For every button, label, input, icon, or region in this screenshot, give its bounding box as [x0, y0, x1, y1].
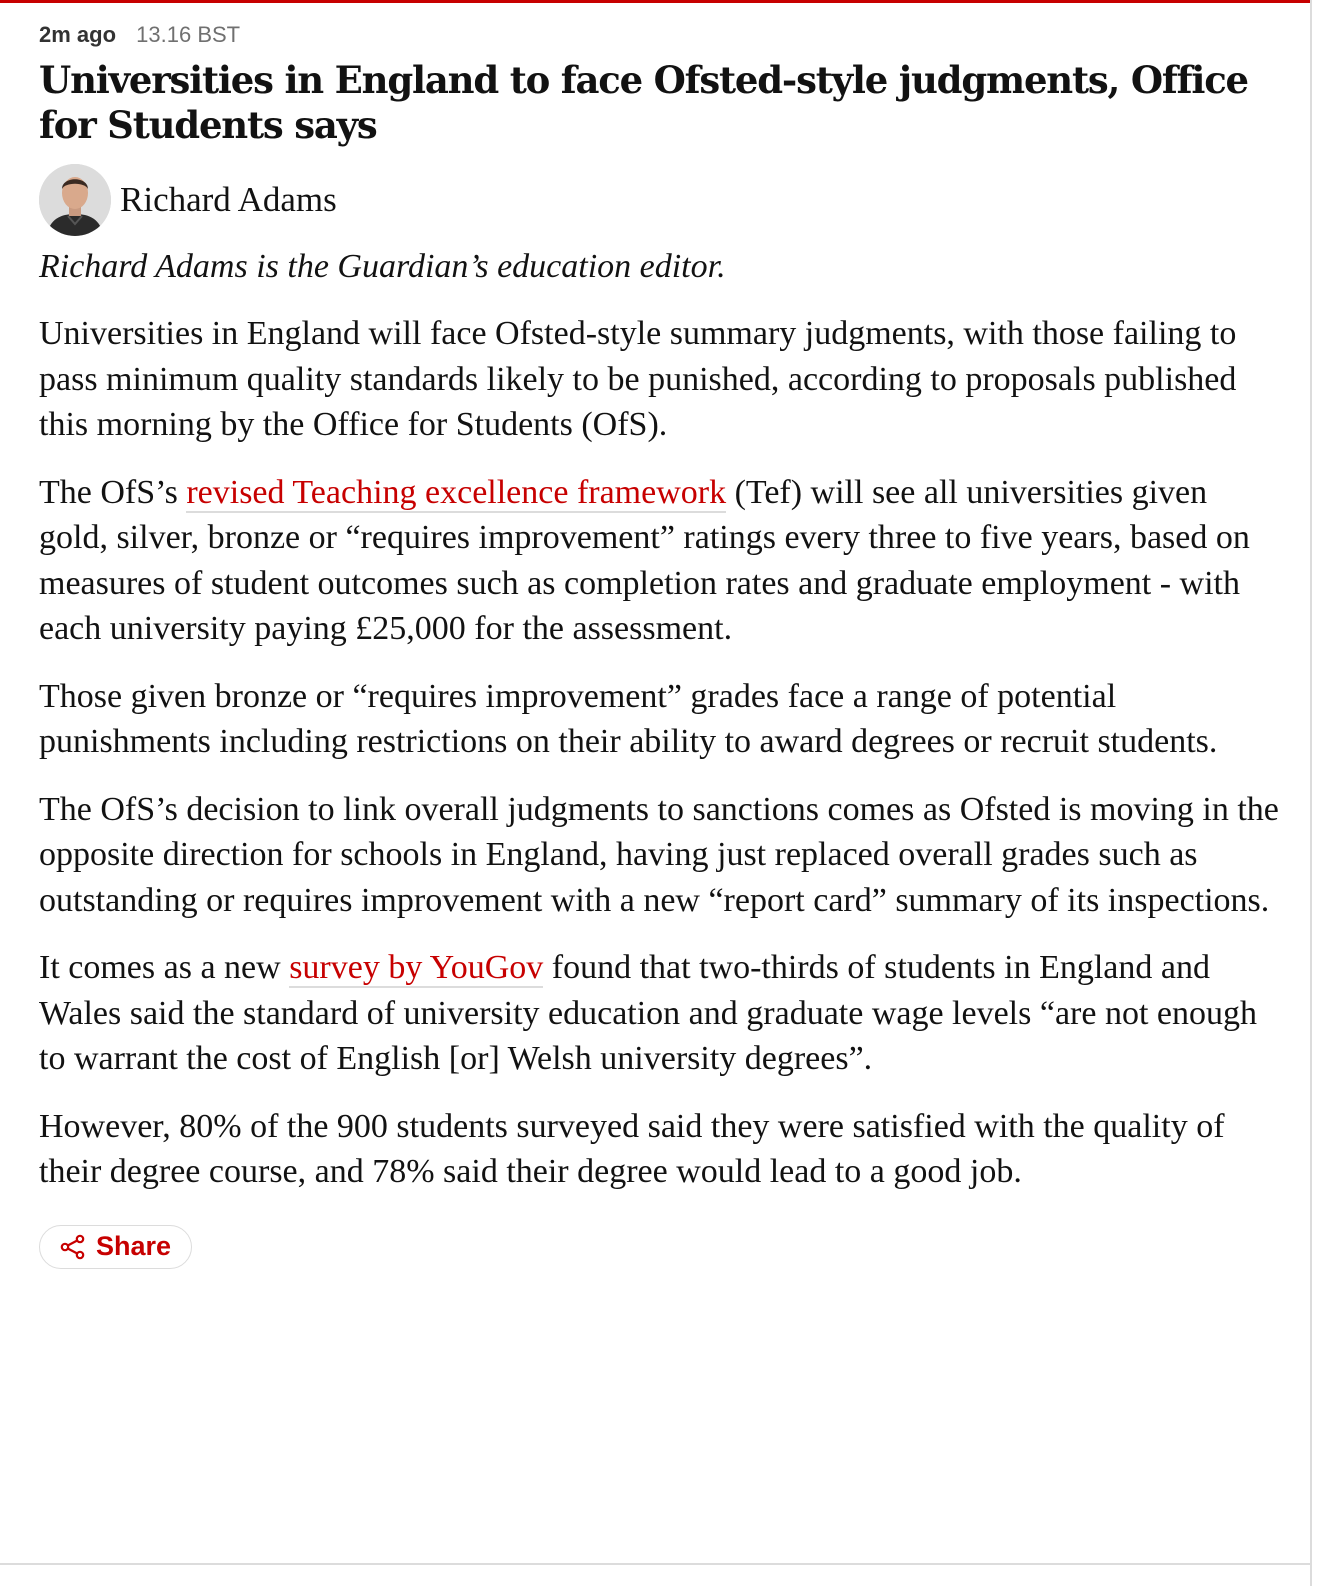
paragraph-2-text-end: (Tef) will see all universities given gold, silver, bronze or “requires improvement” ratings every three to five years, based on measures of student outcomes such as completion rates and graduate employment - with each university paying £25,000 for the assessment.	[39, 473, 1250, 647]
author-name[interactable]: Richard Adams	[120, 180, 337, 219]
paragraph-2	[39, 470, 1279, 652]
paragraph-6: However, 80% of the 900 students surveyed said they were satisfied with the quality of their degree course, and 78% said their degree would lead to a good job.	[39, 1107, 1225, 1190]
paragraph-5-text-end: found that two-thirds of students in England and Wales said the standard of university education and graduate wage levels “are not enough to warrant the cost of English [or] Welsh university degrees”.	[39, 949, 1257, 1077]
yougov-survey-link[interactable]: survey by YouGov	[289, 949, 544, 986]
share-label: Share	[96, 1231, 172, 1261]
entry-meta	[39, 18, 1279, 52]
paragraph-4: The OfS’s decision to link overall judgments to sanctions comes as Ofsted is moving in the opposite direction for schools in England, having just replaced overall grades such as outstanding or requires improvement with a new “report card” summary of its inspections.	[39, 790, 1279, 919]
share-icon	[60, 1234, 86, 1260]
timestamp: 13.16 BST	[136, 22, 241, 47]
live-blog-entry	[39, 18, 1279, 1269]
paragraph-5	[39, 945, 1279, 1082]
top-accent-rule	[0, 0, 1311, 3]
avatar	[39, 164, 111, 236]
right-divider	[1310, 0, 1312, 1586]
paragraph-3: Those given bronze or “requires improvement” grades face a range of potential punishments including restrictions on their ability to award degrees or recruit students.	[39, 677, 1218, 760]
bottom-divider	[0, 1563, 1311, 1565]
author-bio: Richard Adams is the Guardian’s education editor.	[39, 248, 726, 285]
time-ago[interactable]: 2m ago	[39, 22, 117, 47]
byline	[39, 164, 1279, 236]
entry-headline: Universities in England to face Ofsted-style judgments, Office for Students says	[39, 58, 1248, 147]
share-button[interactable]	[39, 1225, 192, 1269]
tef-link[interactable]: revised Teaching excellence framework	[186, 473, 727, 511]
paragraph-5-text-start: It comes as a new	[39, 949, 290, 986]
paragraph-1: Universities in England will face Ofsted-style summary judgments, with those failing to pass minimum quality standards likely to be punished, according to proposals published this morning by the Office for Students (OfS).	[39, 315, 1237, 443]
paragraph-2-text-start: The OfS’s	[39, 473, 187, 511]
